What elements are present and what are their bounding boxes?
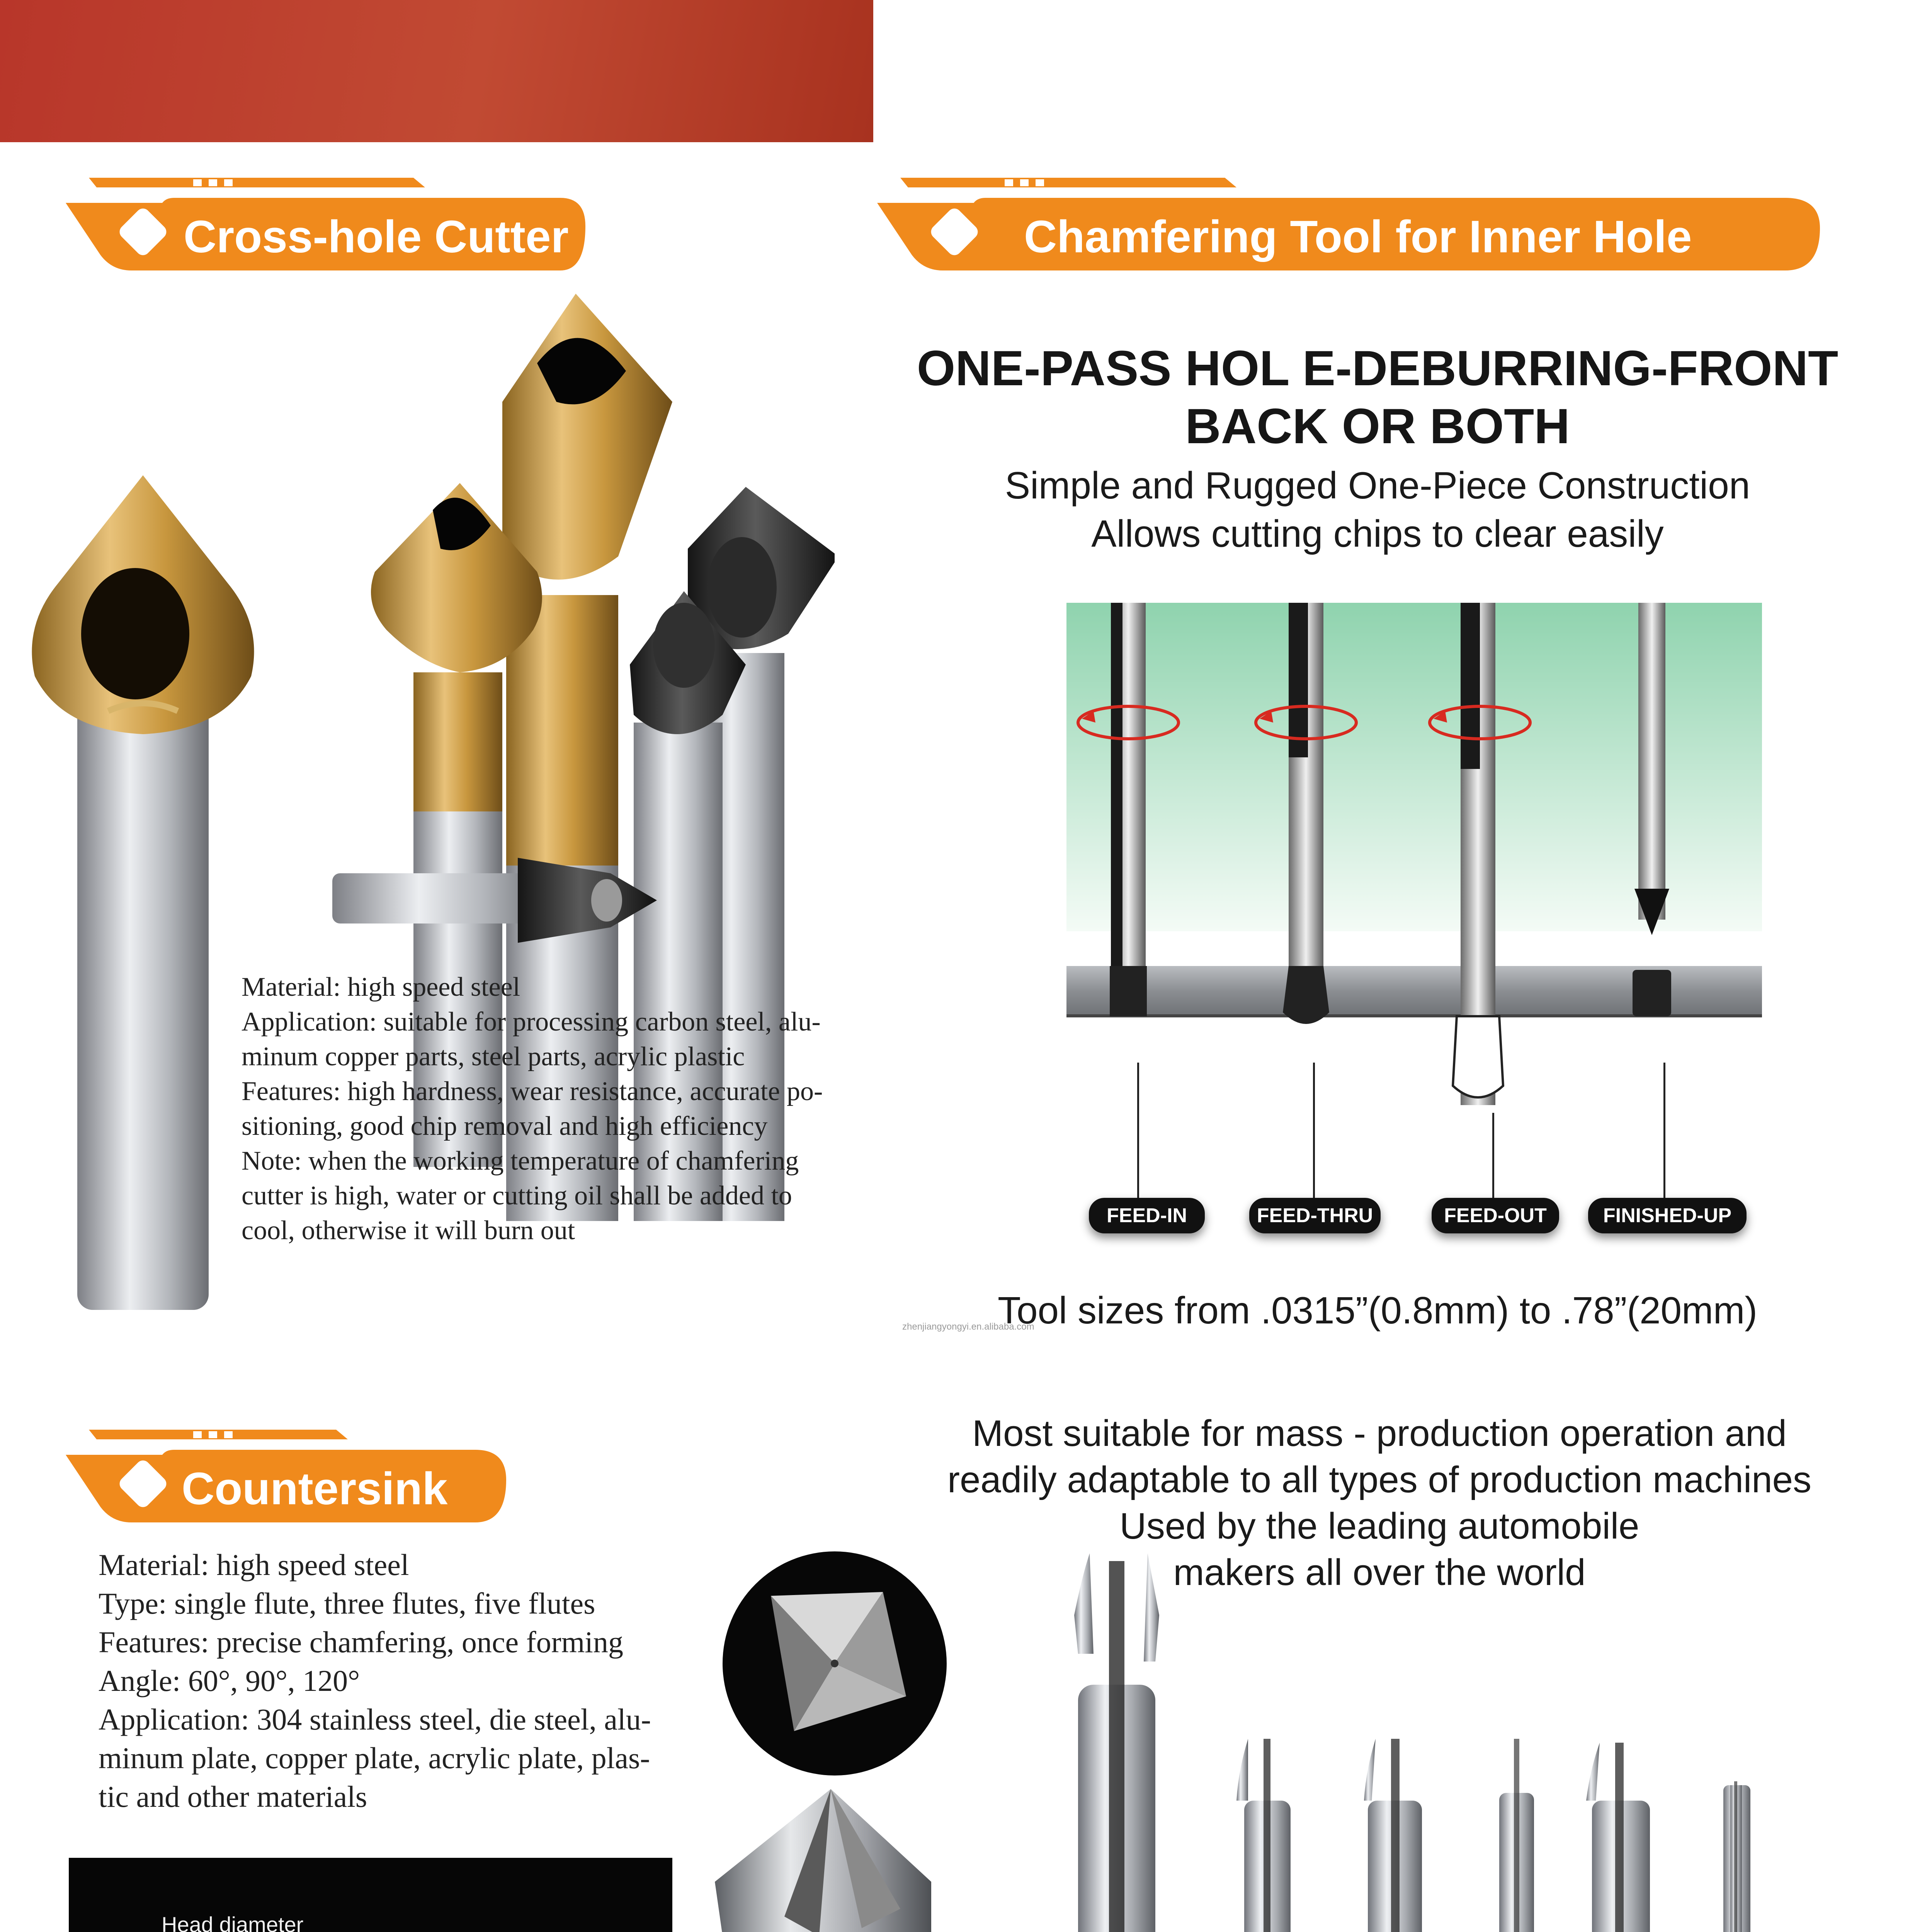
countersink-end-view <box>721 1549 949 1777</box>
mass-production-line-4: makers all over the world <box>1173 1552 1586 1593</box>
chamfer-title: Chamfering Tool for Inner Hole <box>1024 211 1692 262</box>
mass-production-line-2: readily adaptable to all types of production machines <box>947 1459 1812 1500</box>
countersink-line-1: Material: high speed steel <box>99 1548 409 1582</box>
cross-hole-line-8: cool, otherwise it will burn out <box>242 1216 575 1245</box>
countersink-line-5: Application: 304 stainless steel, die steel, alu- <box>99 1702 651 1736</box>
leader-line-1 <box>1137 1063 1139 1198</box>
cross-hole-line-7: cutter is high, water or cutting oil shall be added to <box>242 1181 792 1211</box>
stage-label-feed-thru: FEED-THRU <box>1249 1198 1381 1233</box>
cross-hole-line-1: Material: high speed steel <box>242 972 520 1002</box>
stage-label-finished-up: FINISHED-UP <box>1588 1198 1747 1233</box>
cross-hole-description <box>242 970 867 1248</box>
cross-hole-line-6: Note: when the working temperature of chamfering <box>242 1146 799 1176</box>
countersink-line-3: Features: precise chamfering, once forming <box>99 1625 623 1659</box>
cross-hole-banner <box>66 174 595 274</box>
chamfer-headline-2: BACK OR BOTH <box>1185 399 1570 454</box>
cross-hole-line-3: minum copper parts, steel parts, acrylic plastic <box>242 1042 745 1071</box>
stage-label-feed-in: FEED-IN <box>1089 1198 1205 1233</box>
chamfer-subtitle-1: Simple and Rugged One-Piece Construction <box>1005 464 1750 507</box>
countersink-line-6: minum plate, copper plate, acrylic plate, plas- <box>99 1741 650 1775</box>
tool-sizes: Tool sizes from .0315”(0.8mm) to .78”(20mm) <box>998 1289 1757 1332</box>
leader-line-4 <box>1663 1063 1665 1198</box>
cross-hole-line-2: Application: suitable for processing carbon steel, alu- <box>242 1007 821 1037</box>
leader-line-2 <box>1313 1063 1315 1198</box>
leader-line-3 <box>1492 1113 1494 1198</box>
countersink-banner <box>66 1426 514 1526</box>
chamfer-subtitle-2: Allows cutting chips to clear easily <box>1091 512 1664 555</box>
chamfer-headline-1: ONE-PASS HOL E-DEBURRING-FRONT <box>917 341 1838 396</box>
countersink-dimension-drawing <box>69 1858 672 1932</box>
chamfer-banner <box>877 174 1828 274</box>
mass-production-line-1: Most suitable for mass - production operation and <box>972 1413 1787 1454</box>
countersink-description <box>99 1546 717 1816</box>
cross-hole-line-5: sitioning, good chip removal and high efficiency <box>242 1111 768 1141</box>
cross-hole-line-4: Features: high hardness, wear resistance, accurate po- <box>242 1077 823 1106</box>
top-red-bar <box>0 0 873 142</box>
cross-hole-title: Cross-hole Cutter <box>184 211 569 262</box>
stage-label-feed-out: FEED-OUT <box>1432 1198 1559 1233</box>
countersink-line-2: Type: single flute, three flutes, five flutes <box>99 1587 595 1620</box>
deburring-process-diagram <box>1066 603 1770 1105</box>
mass-production-line-3: Used by the leading automobile <box>1119 1505 1639 1547</box>
dim-label-head: Head diameter <box>162 1912 304 1932</box>
watermark: zhenjiangyongyi.en.alibaba.com <box>902 1321 1034 1332</box>
countersink-line-4: Angle: 60°, 90°, 120° <box>99 1664 360 1697</box>
countersink-line-7: tic and other materials <box>99 1780 367 1813</box>
chamfer-tools-photo <box>1066 1538 1762 1932</box>
countersink-dimension-box <box>69 1858 672 1932</box>
countersink-title: Countersink <box>182 1463 448 1514</box>
countersink-side-view <box>707 1781 939 1932</box>
